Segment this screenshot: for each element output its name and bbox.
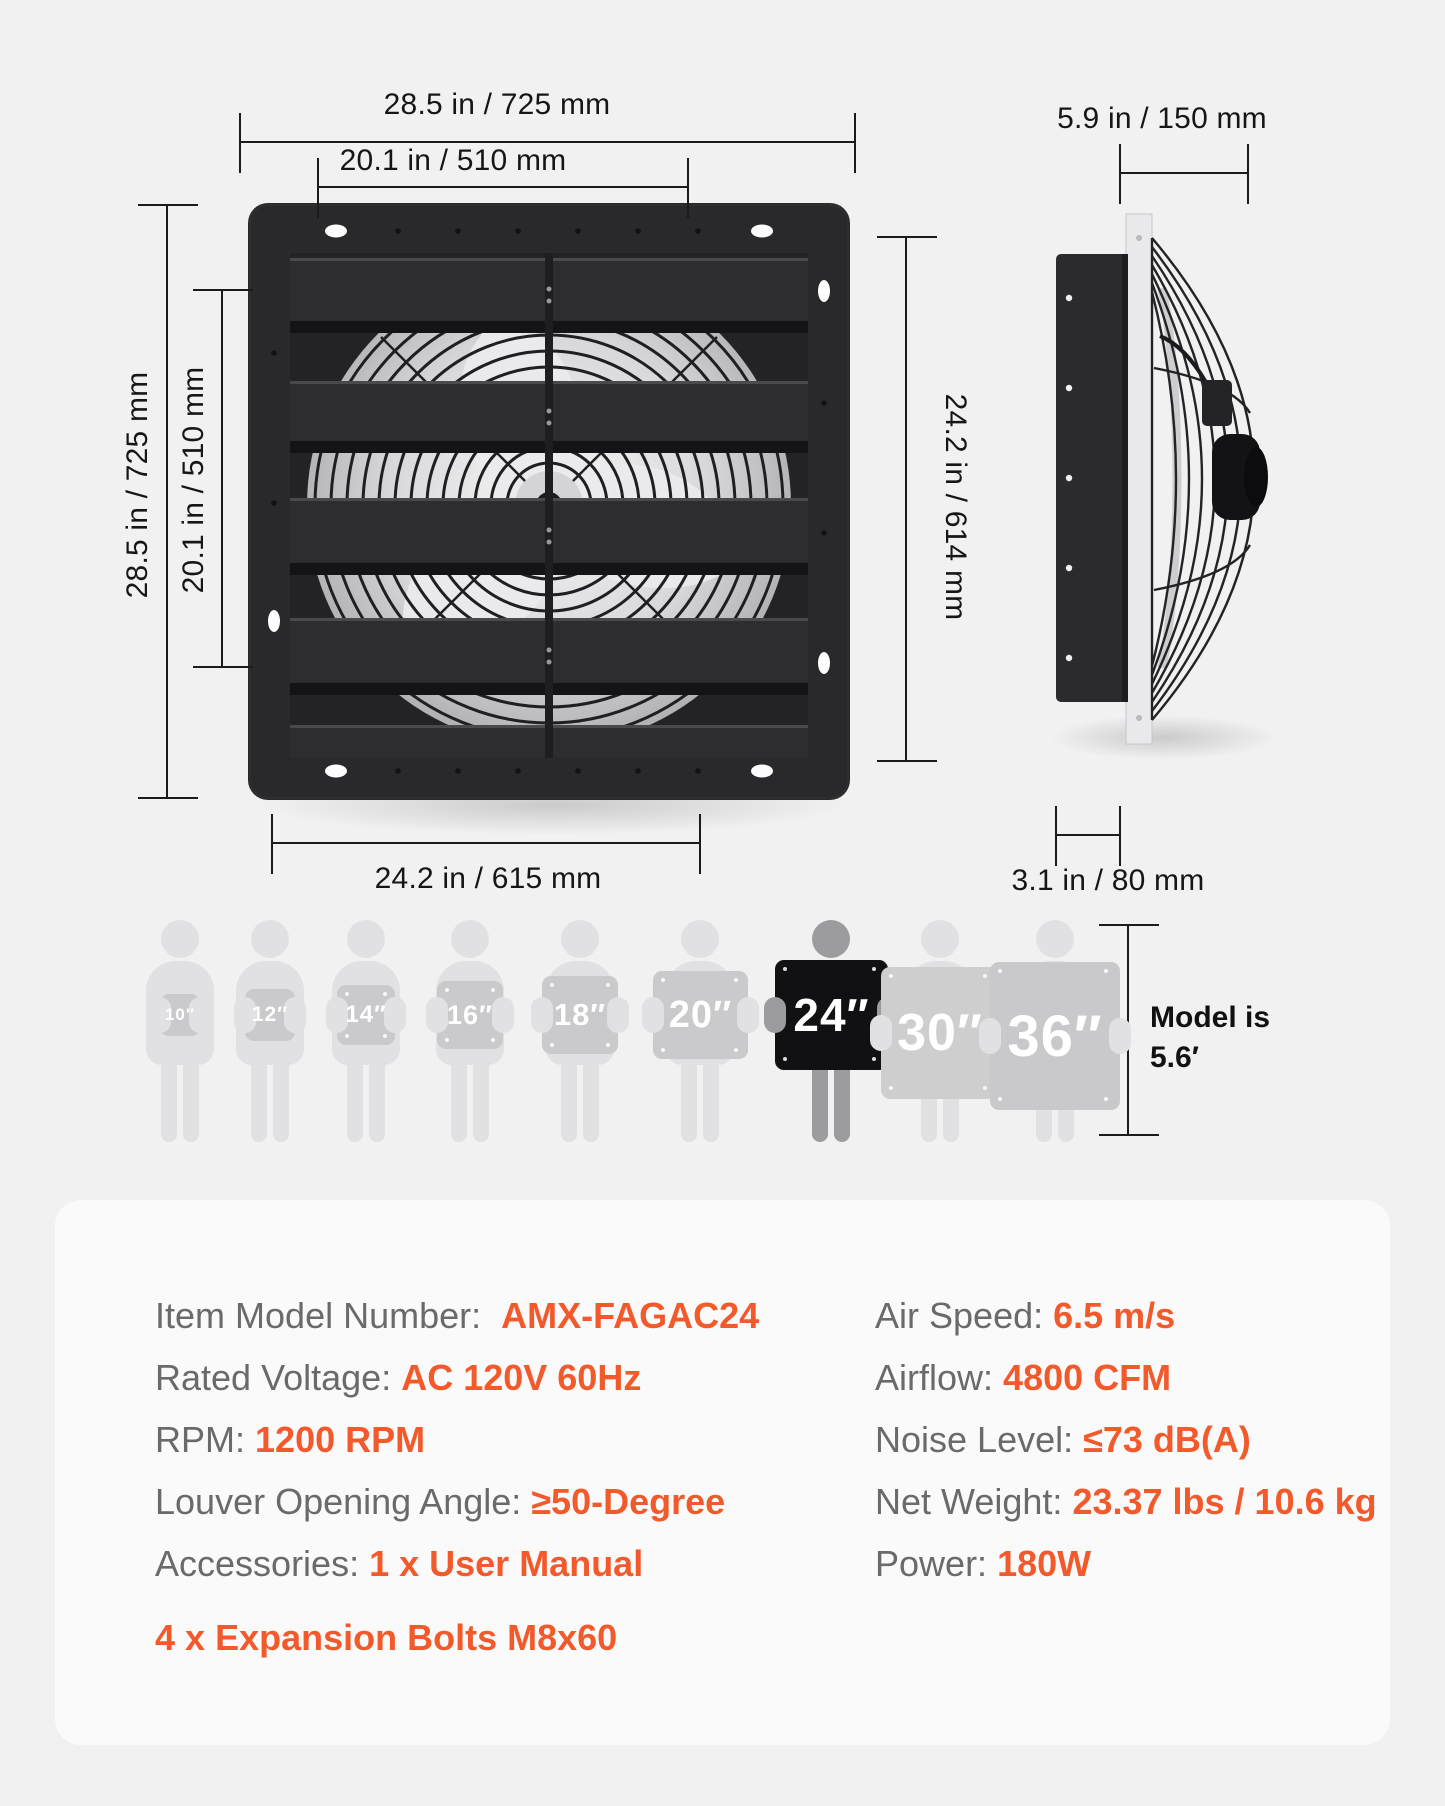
- dimension-label-height-outer: 28.5 in / 725 mm: [121, 371, 154, 599]
- size-figure-36in: [970, 920, 1140, 1148]
- plate-screw-dots: [550, 983, 554, 987]
- size-plate: [775, 960, 888, 1070]
- plate-screw-dots: [783, 967, 787, 971]
- spec-label: Noise Level:: [875, 1419, 1084, 1460]
- dimension-line-depth-total: [1120, 172, 1248, 174]
- plate-screw-dots: [445, 988, 449, 992]
- spec-value: 4 x Expansion Bolts M8x60: [155, 1617, 618, 1658]
- dimension-label-width-inner: 20.1 in / 510 mm: [339, 144, 567, 177]
- person-head: [561, 920, 599, 958]
- size-plate-label: 10″: [164, 1005, 196, 1024]
- size-plate-label: 14″: [345, 1001, 387, 1028]
- fan-side-view-image: [1042, 208, 1277, 753]
- person-head: [1036, 920, 1074, 958]
- model-height-note-line2: 5.6′: [1150, 1041, 1199, 1074]
- spec-label: Accessories:: [155, 1543, 370, 1584]
- size-plate: [160, 994, 200, 1036]
- person-leg: [583, 1058, 599, 1142]
- spec-value: AC 120V 60Hz: [401, 1357, 642, 1398]
- person-head: [921, 920, 959, 958]
- fan-front-view-image: [248, 203, 850, 800]
- person-leg: [251, 1058, 267, 1142]
- dimension-line-height-outer: [166, 205, 168, 798]
- person-leg: [703, 1058, 719, 1142]
- person-leg: [161, 1058, 177, 1142]
- spec-value: AMX-FAGAC24: [501, 1295, 760, 1336]
- size-plate-label: 36″: [1007, 1003, 1103, 1069]
- size-plate-label: 18″: [553, 997, 607, 1032]
- spec-row-power: [815, 1501, 1091, 1627]
- spec-label: RPM:: [155, 1419, 256, 1460]
- person-leg: [561, 1058, 577, 1142]
- person-leg: [473, 1058, 489, 1142]
- dimension-line-depth-housing: [1056, 834, 1120, 836]
- spec-label: Power:: [875, 1543, 998, 1584]
- plate-screw-dots: [998, 969, 1002, 973]
- size-plate: [245, 989, 295, 1041]
- dimension-line-width-outer: [240, 141, 855, 143]
- person-head: [681, 920, 719, 958]
- dimension-line-height-inner: [221, 290, 223, 667]
- person-leg: [812, 1058, 828, 1142]
- dimension-line-height-right: [905, 237, 907, 761]
- size-plate-label: 20″: [668, 993, 733, 1036]
- person-leg: [369, 1058, 385, 1142]
- spec-label: Net Weight:: [875, 1481, 1073, 1522]
- person-leg: [347, 1058, 363, 1142]
- dimension-label-depth-total: 5.9 in / 150 mm: [1057, 102, 1267, 135]
- dimension-label-height-inner: 20.1 in / 510 mm: [177, 366, 210, 594]
- size-plate-label: 16″: [447, 999, 493, 1030]
- size-plate-label: 12″: [251, 1003, 289, 1026]
- spec-panel: [55, 1200, 1390, 1745]
- spec-value: 23.37 lbs / 10.6 kg: [1072, 1481, 1377, 1522]
- dimension-label-width-bottom: 24.2 in / 615 mm: [374, 862, 602, 895]
- dimension-label-height-right: 24.2 in / 614 mm: [939, 393, 972, 621]
- spec-label: Airflow:: [875, 1357, 1004, 1398]
- spec-value: 1200 RPM: [255, 1419, 426, 1460]
- size-plate: [653, 971, 748, 1059]
- person-head: [347, 920, 385, 958]
- spec-value: 180W: [997, 1543, 1092, 1584]
- person-head: [451, 920, 489, 958]
- size-plate-label: 24″: [793, 989, 870, 1041]
- person-head: [812, 920, 850, 958]
- spec-value: ≤73 dB(A): [1083, 1419, 1251, 1460]
- dimension-line-width-inner: [318, 186, 688, 188]
- size-plate: [337, 985, 395, 1045]
- spec-label: Louver Opening Angle:: [155, 1481, 532, 1522]
- spec-label: Air Speed:: [875, 1295, 1054, 1336]
- plate-screw-dots: [661, 978, 665, 982]
- size-plate-label: 30″: [897, 1004, 983, 1062]
- dimension-line-width-bottom: [272, 842, 700, 844]
- spec-label: Item Model Number:: [155, 1295, 502, 1336]
- person-leg: [834, 1058, 850, 1142]
- spec-value: 4800 CFM: [1003, 1357, 1172, 1398]
- dimension-label-width-outer: 28.5 in / 725 mm: [383, 88, 611, 121]
- size-plate: [542, 976, 618, 1054]
- plate-screw-dots: [345, 992, 349, 996]
- size-plate: [990, 962, 1120, 1110]
- spec-label: Rated Voltage:: [155, 1357, 402, 1398]
- model-height-note: [1150, 998, 1270, 1078]
- person-leg: [451, 1058, 467, 1142]
- model-height-note-line1: Model is: [1150, 1001, 1271, 1034]
- size-plate: [437, 981, 503, 1049]
- spec-value: 1 x User Manual: [369, 1543, 644, 1584]
- spec-value: 6.5 m/s: [1053, 1295, 1176, 1336]
- dimension-label-depth-housing: 3.1 in / 80 mm: [1011, 864, 1205, 897]
- spec-row-expansion-bolts: [95, 1575, 617, 1701]
- plate-screw-dots: [889, 974, 893, 978]
- person-leg: [681, 1058, 697, 1142]
- spec-value: ≥50-Degree: [531, 1481, 726, 1522]
